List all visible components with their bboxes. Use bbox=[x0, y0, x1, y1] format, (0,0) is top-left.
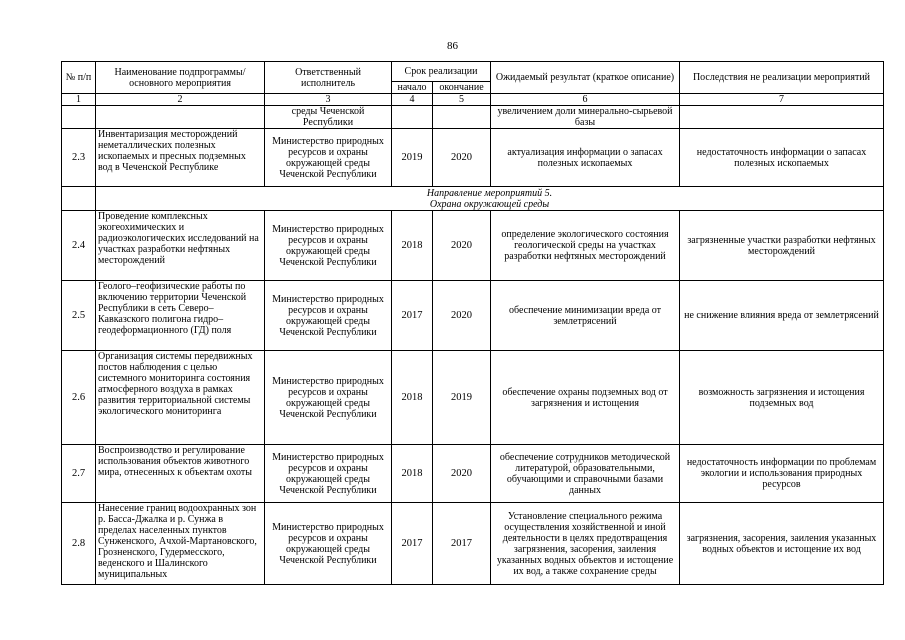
header-num: № п/п bbox=[62, 62, 96, 94]
col-number: 5 bbox=[433, 94, 491, 106]
row-end: 2020 bbox=[433, 129, 491, 187]
col-number: 2 bbox=[96, 94, 265, 106]
row-consequences: возможность загрязнения и истощения подземных вод bbox=[680, 351, 884, 445]
row-consequences: недостаточность информации по проблемам экологии и использования природных ресурсов bbox=[680, 445, 884, 503]
row-start: 2017 bbox=[392, 503, 433, 585]
row-consequences: не снижение влияния вреда от землетрясений bbox=[680, 281, 884, 351]
row-result: актуализация информации о запасах полезных ископаемых bbox=[491, 129, 680, 187]
row-start: 2018 bbox=[392, 445, 433, 503]
section-row bbox=[62, 187, 884, 211]
row-result: обеспечение минимизации вреда от землетрясений bbox=[491, 281, 680, 351]
row-num: 2.8 bbox=[62, 503, 96, 585]
row-end: 2020 bbox=[433, 445, 491, 503]
row-executor: Министерство природных ресурсов и охраны окружающей среды Чеченской Республики bbox=[265, 281, 392, 351]
continuation-executor: среды Чеченской Республики bbox=[265, 106, 392, 129]
measures-table bbox=[61, 61, 884, 585]
header-executor: Ответственный исполнитель bbox=[265, 62, 392, 94]
row-consequences: загрязнения, засорения, заиления указанных водных объектов и истощение их вод bbox=[680, 503, 884, 585]
row-name: Инвентаризация месторождений неметаллических полезных ископаемых и пресных подземных вод в Чеченской Республике bbox=[96, 129, 265, 187]
section-title-line1: Направление мероприятий 5. bbox=[426, 187, 553, 199]
table-row bbox=[62, 281, 884, 351]
row-end: 2020 bbox=[433, 211, 491, 281]
col-number: 6 bbox=[491, 94, 680, 106]
header-result: Ожидаемый результат (краткое описание) bbox=[491, 62, 680, 94]
continuation-row bbox=[62, 106, 884, 129]
row-executor: Министерство природных ресурсов и охраны окружающей среды Чеченской Республики bbox=[265, 211, 392, 281]
row-start: 2018 bbox=[392, 211, 433, 281]
col-number: 3 bbox=[265, 94, 392, 106]
row-result: обеспечение сотрудников методической литературой, образовательными, обучающими и справочными базами данных bbox=[491, 445, 680, 503]
row-name: Организация системы передвижных постов наблюдения с целью системного мониторинга состояния атмосферного воздуха в рамках развития территориальной системы экологического мониторинга bbox=[96, 351, 265, 445]
continuation-result: увеличением доли минерально-сырьевой базы bbox=[491, 106, 680, 129]
col-number: 1 bbox=[62, 94, 96, 106]
row-result: обеспечение охраны подземных вод от загрязнения и истощения bbox=[491, 351, 680, 445]
row-num: 2.6 bbox=[62, 351, 96, 445]
row-num: 2.7 bbox=[62, 445, 96, 503]
row-name: Воспроизводство и регулирование использования объектов животного мира, отнесенных к объектам охоты bbox=[96, 445, 265, 503]
table-row bbox=[62, 445, 884, 503]
row-num: 2.5 bbox=[62, 281, 96, 351]
row-executor: Министерство природных ресурсов и охраны окружающей среды Чеченской Республики bbox=[265, 351, 392, 445]
row-end: 2020 bbox=[433, 281, 491, 351]
row-result: определение экологического состояния геологической среды на участках разработки нефтяных месторождений bbox=[491, 211, 680, 281]
row-num: 2.4 bbox=[62, 211, 96, 281]
row-executor: Министерство природных ресурсов и охраны окружающей среды Чеченской Республики bbox=[265, 129, 392, 187]
row-executor: Министерство природных ресурсов и охраны окружающей среды Чеченской Республики bbox=[265, 503, 392, 585]
table-row bbox=[62, 351, 884, 445]
header-name: Наименование подпрограммы/ основного мероприятия bbox=[96, 62, 265, 94]
row-start: 2018 bbox=[392, 351, 433, 445]
table-row bbox=[62, 211, 884, 281]
row-end: 2017 bbox=[433, 503, 491, 585]
row-start: 2017 bbox=[392, 281, 433, 351]
col-number: 4 bbox=[392, 94, 433, 106]
row-consequences: недостаточность информации о запасах полезных ископаемых bbox=[680, 129, 884, 187]
row-end: 2019 bbox=[433, 351, 491, 445]
header-end: окончание bbox=[433, 82, 491, 94]
header-consequences: Последствия не реализации мероприятий bbox=[680, 62, 884, 94]
header-start: начало bbox=[392, 82, 433, 94]
row-name: Геолого–геофизические работы по включению территории Чеченской Республики в сеть Северо–Кавказского полигона гидро–геодеформационного (ГД) поля bbox=[96, 281, 265, 351]
row-name: Проведение комплексных экогеохимических и радиоэкологических исследований на участках разработки нефтяных месторождений bbox=[96, 211, 265, 281]
section-title-line2: Охрана окружающей среды bbox=[429, 198, 550, 210]
row-result: Установление специального режима осуществления хозяйственной и иной деятельности в целях предотвращения загрязнения, засорения, заиления указанных водных объектов и истощение их вод, а также сохранение среды bbox=[491, 503, 680, 585]
section-title bbox=[96, 187, 884, 211]
header-period: Срок реализации bbox=[392, 62, 491, 82]
row-executor: Министерство природных ресурсов и охраны окружающей среды Чеченской Республики bbox=[265, 445, 392, 503]
table-row bbox=[62, 503, 884, 585]
row-num: 2.3 bbox=[62, 129, 96, 187]
column-number-row bbox=[62, 94, 884, 106]
row-consequences: загрязненные участки разработки нефтяных месторождений bbox=[680, 211, 884, 281]
col-number: 7 bbox=[680, 94, 884, 106]
table-row bbox=[62, 129, 884, 187]
row-name: Нанесение границ водоохранных зон р. Басса-Джалка и р. Сунжа в пределах населенных пунктов Сунженского, Ачхой-Мартановского, Грозненского, Гудермесского, веденского и Шалинского муниципальных bbox=[96, 503, 265, 585]
page-number: 86 bbox=[447, 40, 458, 52]
row-start: 2019 bbox=[392, 129, 433, 187]
